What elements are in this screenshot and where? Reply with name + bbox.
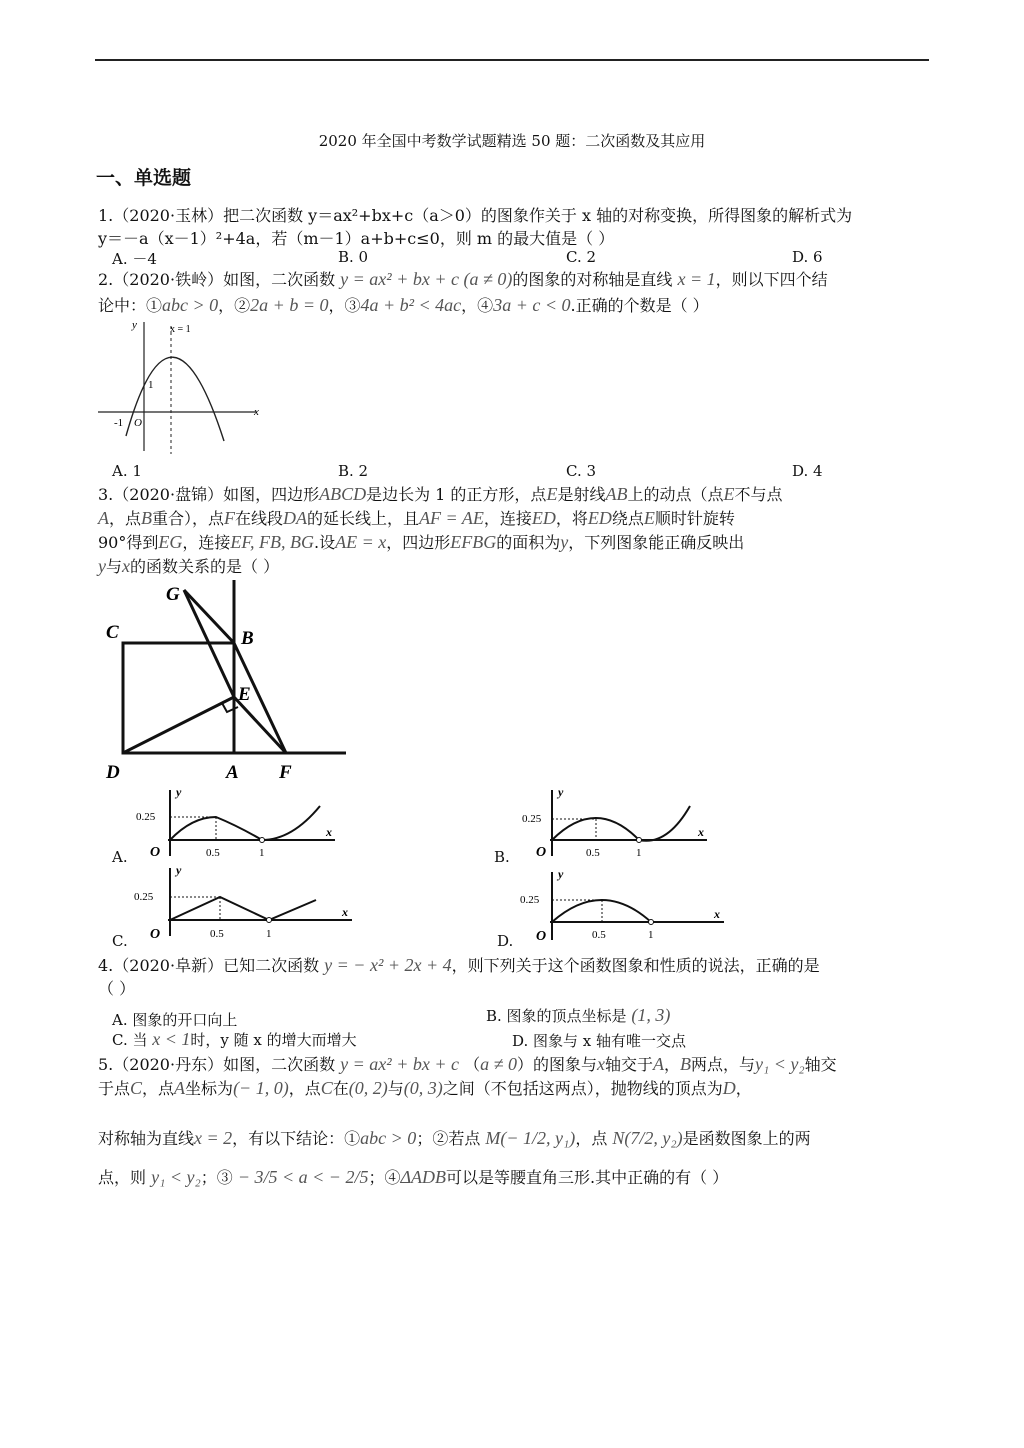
q5-text: 是函数图象上的两 (682, 1129, 811, 1148)
q3-text: 的面积为 (496, 533, 561, 552)
q5-math: A (174, 1078, 186, 1098)
q3-text: 上的动点（点 (627, 485, 724, 504)
q5-math: x = 2 (194, 1128, 233, 1148)
q4-option-d: D. 图象与 x 轴有唯一交点 (512, 1032, 687, 1050)
q3-label-b: B (241, 628, 254, 649)
q5-math: (0, 2) (348, 1078, 388, 1098)
q1-option-a: A. －4 (112, 250, 157, 268)
q5-text: 可以是等腰直角三形.其中正确的有（ ） (446, 1168, 729, 1187)
q2-function-formula: y = ax² + bx + c (a ≠ 0) (340, 269, 513, 289)
header-rule (95, 59, 929, 61)
q2-x-label: x (254, 406, 259, 418)
q3-option-b: B. (494, 848, 510, 866)
q3-text: ，点 (109, 509, 142, 528)
q4-condition: x < 1 (152, 1029, 191, 1049)
q5-text: 点，则 (98, 1168, 147, 1187)
q5-text: ；④ (368, 1168, 401, 1187)
graph-tick-05: 0.5 (206, 847, 220, 859)
q5-line2 (98, 1076, 752, 1099)
q3-text: 90°得到 (98, 533, 159, 552)
q3-line2 (98, 506, 735, 529)
q3-math: A (98, 508, 109, 528)
q5-text: （ (464, 1055, 481, 1074)
q3-graph-c (130, 862, 360, 942)
graph-curve (552, 806, 690, 841)
q3-math: EFBG (450, 532, 497, 552)
q3-text: 顺时针旋转 (654, 509, 735, 528)
page-title: 2020 年全国中考数学试题精选 50 题：二次函数及其应用 (318, 132, 706, 150)
q3-text: 与 (106, 557, 123, 576)
q4-text: 4.（2020·阜新）已知二次函数 (98, 956, 320, 975)
q1-option-b: B. 0 (338, 248, 369, 266)
graph-curve (170, 806, 320, 840)
q2-text: ，④ (461, 296, 494, 315)
q2-origin-label: O (134, 417, 142, 429)
q5-math: y₁ < y₂ (151, 1167, 201, 1187)
q3-label-e: E (238, 684, 251, 705)
q3-math: E (643, 508, 655, 528)
graph-open-point (649, 920, 654, 925)
q5-text: ，点 (575, 1129, 608, 1148)
q3-label-f: F (279, 762, 292, 783)
q3-math: y (560, 532, 569, 552)
q4-text: C. 当 (112, 1031, 148, 1049)
graph-tick-025: 0.25 (522, 813, 542, 825)
q5-text: 在 (332, 1079, 349, 1098)
q3-segment-bg (184, 590, 234, 643)
q3-option-c: C. (112, 932, 128, 950)
q4-text: B. 图象的顶点坐标是 (486, 1007, 627, 1025)
q3-text: ，下列图象能正确反映出 (568, 533, 745, 552)
q5-text: 5.（2020·丹东）如图，二次函数 (98, 1055, 336, 1074)
q5-text: ， (735, 1079, 752, 1098)
q3-label-a: A (226, 762, 239, 783)
q3-segment-ed (123, 697, 234, 753)
q2-text: 2.（2020·铁岭）如图，二次函数 (98, 270, 336, 289)
q3-math: EF, FB, BG (230, 532, 315, 552)
q1-option-c: C. 2 (566, 248, 597, 266)
q5-text: 之间（不包括这两点），抛物线的顶点为 (442, 1079, 723, 1098)
q5-math: A (653, 1054, 664, 1074)
q5-text: 轴交于 (604, 1055, 653, 1074)
q2-line2 (98, 293, 709, 316)
q5-math: y₁ < y₂ (755, 1054, 805, 1074)
q5-text: 轴交 (804, 1055, 837, 1074)
q3-segment-ef (234, 697, 286, 753)
q3-math: ED (531, 508, 556, 528)
q3-text: 是边长为 1 的正方形，点 (366, 485, 547, 504)
q5-point-m: M(− 1/2, y₁) (485, 1128, 576, 1148)
q2-axis-formula: x = 1 (677, 269, 716, 289)
q5-math: (0, 3) (403, 1078, 443, 1098)
q3-text: ，将 (555, 509, 588, 528)
q4-text: 时，y 随 x 的增大而增大 (190, 1031, 357, 1049)
q2-tick-neg1: -1 (114, 417, 124, 429)
q5-text: 对称轴为直线 (98, 1129, 195, 1148)
q2-text: 的图象的对称轴是直线 (512, 270, 673, 289)
q2-option-b: B. 2 (338, 462, 369, 480)
q3-text: ，连接 (483, 509, 532, 528)
q3-math: ABCD (319, 484, 367, 504)
q3-text: 的延长线上，且 (307, 509, 420, 528)
q3-option-d: D. (497, 932, 514, 950)
q3-graph-d (512, 866, 732, 946)
q5-text: ，点 (142, 1079, 175, 1098)
q3-graph-a (130, 786, 340, 862)
q3-math: y (98, 556, 106, 576)
q3-graph-b (512, 786, 722, 862)
graph-tick-025: 0.25 (134, 891, 154, 903)
q4-function-formula: y = − x² + 2x + 4 (324, 955, 452, 975)
q4-vertex-value: (1, 3) (631, 1005, 671, 1025)
graph-origin: O (150, 845, 161, 860)
q5-math: ΔADB (400, 1167, 447, 1187)
q4-line2: （ ） (98, 979, 136, 998)
q2-option-d: D. 4 (792, 462, 823, 480)
graph-tick-025: 0.25 (520, 894, 540, 906)
q5-line1 (98, 1052, 837, 1075)
q3-line3 (98, 530, 744, 553)
q3-text: 3.（2020·盘锦）如图，四边形 (98, 485, 320, 504)
q5-math: a ≠ 0 (480, 1054, 517, 1074)
graph-tick-1: 1 (648, 929, 654, 941)
q2-y-label: y (132, 319, 137, 331)
q3-line4 (98, 554, 279, 577)
q5-math: abc > 0 (360, 1128, 417, 1148)
graph-curve (552, 900, 651, 922)
q3-math: DA (283, 508, 308, 528)
graph-open-point (260, 838, 265, 843)
q2-text: ，则以下四个结 (715, 270, 828, 289)
q1-line2: y＝－a（x－1）²+4a，若（m－1）a+b+c≤0，则 m 的最大值是（ ） (98, 229, 615, 248)
q5-math: x (596, 1054, 605, 1074)
q5-text: 与 (387, 1079, 404, 1098)
q2-conclusion-1: abc > 0 (162, 295, 219, 315)
q5-text: ）的图象与 (516, 1055, 597, 1074)
graph-tick-05: 0.5 (592, 929, 606, 941)
q5-text: ，有以下结论：① (232, 1129, 361, 1148)
q5-text: ， (664, 1055, 681, 1074)
q3-math: AB (605, 484, 628, 504)
q2-line1 (98, 267, 828, 290)
q3-math: E (546, 484, 558, 504)
q4-option-a: A. 图象的开口向上 (112, 1011, 238, 1029)
graph-tick-05: 0.5 (210, 928, 224, 940)
q3-math: ED (587, 508, 612, 528)
q3-math: x (122, 556, 131, 576)
q5-math: C (130, 1078, 143, 1098)
q3-math: AE = x (335, 532, 387, 552)
graph-x-label: x (342, 905, 348, 919)
graph-open-point (267, 918, 272, 923)
q2-tick-one: 1 (148, 379, 154, 391)
q5-math: C (320, 1078, 333, 1098)
q5-math: B (680, 1054, 692, 1074)
graph-tick-1: 1 (259, 847, 265, 859)
q3-label-g: G (166, 584, 180, 605)
q2-conclusion-4: 3a + c < 0 (493, 295, 571, 315)
q5-math: D (722, 1078, 736, 1098)
q2-text: .正确的个数是（ ） (570, 296, 709, 315)
q1-line1: 1.（2020·玉林）把二次函数 y＝ax²+bx+c（a＞0）的图象作关于 x 轴的对称变换，所得图象的解析式为 (98, 206, 853, 225)
graph-tick-1: 1 (266, 928, 272, 940)
q3-math: E (723, 484, 735, 504)
q3-text: 是射线 (557, 485, 606, 504)
q2-conclusion-2: 2a + b = 0 (250, 295, 329, 315)
q3-text: ，四边形 (386, 533, 451, 552)
q3-math: AF = AE (419, 508, 484, 528)
q2-conclusion-3: 4a + b² < 4ac (360, 295, 462, 315)
graph-x-label: x (326, 825, 332, 839)
q5-function-formula: y = ax² + bx + c (340, 1054, 459, 1074)
graph-x-label: x (714, 907, 720, 921)
q5-line4 (98, 1165, 728, 1188)
q2-parabola-figure (96, 316, 266, 456)
q2-text: ，③ (328, 296, 361, 315)
q5-point-n: N(7/2, y₂) (612, 1128, 683, 1148)
q5-text: ；②若点 (416, 1129, 481, 1148)
graph-curve (170, 897, 316, 920)
graph-y-label: y (176, 786, 182, 799)
graph-origin: O (536, 845, 547, 860)
graph-origin: O (150, 927, 161, 942)
q5-text: 两点，与 (691, 1055, 756, 1074)
section-heading: 一、单选题 (96, 167, 192, 189)
q2-text: 论中：① (98, 296, 163, 315)
q2-text: ，② (218, 296, 251, 315)
graph-y-label: y (176, 863, 182, 877)
q5-text: ；③ (200, 1168, 233, 1187)
graph-y-label: y (558, 786, 564, 799)
q2-option-a: A. 1 (112, 462, 142, 480)
q5-text: 于点 (98, 1079, 131, 1098)
graph-origin: O (536, 929, 547, 944)
q3-option-a: A. (112, 848, 128, 866)
q4-option-c (112, 1029, 357, 1050)
q5-text: ，点 (288, 1079, 321, 1098)
q5-text: 坐标为 (185, 1079, 234, 1098)
graph-open-point (637, 838, 642, 843)
q3-label-d: D (106, 762, 120, 783)
q4-option-b (486, 1005, 670, 1026)
q3-text: 不与点 (734, 485, 783, 504)
graph-tick-1: 1 (636, 847, 642, 859)
q3-text: 的函数关系的是（ ） (130, 557, 280, 576)
q3-line1 (98, 482, 782, 505)
q3-text: 绕点 (611, 509, 644, 528)
q2-axis-label: x = 1 (170, 324, 191, 335)
q3-label-c: C (106, 622, 119, 643)
q1-option-d: D. 6 (792, 248, 823, 266)
graph-tick-05: 0.5 (586, 847, 600, 859)
q3-math: F (224, 508, 236, 528)
q3-square-figure (96, 580, 356, 785)
q2-option-c: C. 3 (566, 462, 597, 480)
graph-tick-025: 0.25 (136, 811, 156, 823)
q5-math: (− 1, 0) (233, 1078, 289, 1098)
q3-math: EG (158, 532, 183, 552)
q3-text: .设 (314, 533, 336, 552)
q3-text: 在线段 (235, 509, 284, 528)
q3-math: B (141, 508, 153, 528)
q3-right-angle-mark (222, 703, 238, 712)
q5-range: − 3/5 < a < − 2/5 (237, 1167, 369, 1187)
graph-x-label: x (698, 825, 704, 839)
q4-text: ，则下列关于这个函数图象和性质的说法，正确的是 (451, 956, 820, 975)
q5-line3 (98, 1126, 811, 1149)
q4-line1 (98, 953, 820, 976)
graph-y-label: y (558, 867, 564, 881)
q3-text: 重合），点 (152, 509, 225, 528)
q3-text: ，连接 (182, 533, 231, 552)
